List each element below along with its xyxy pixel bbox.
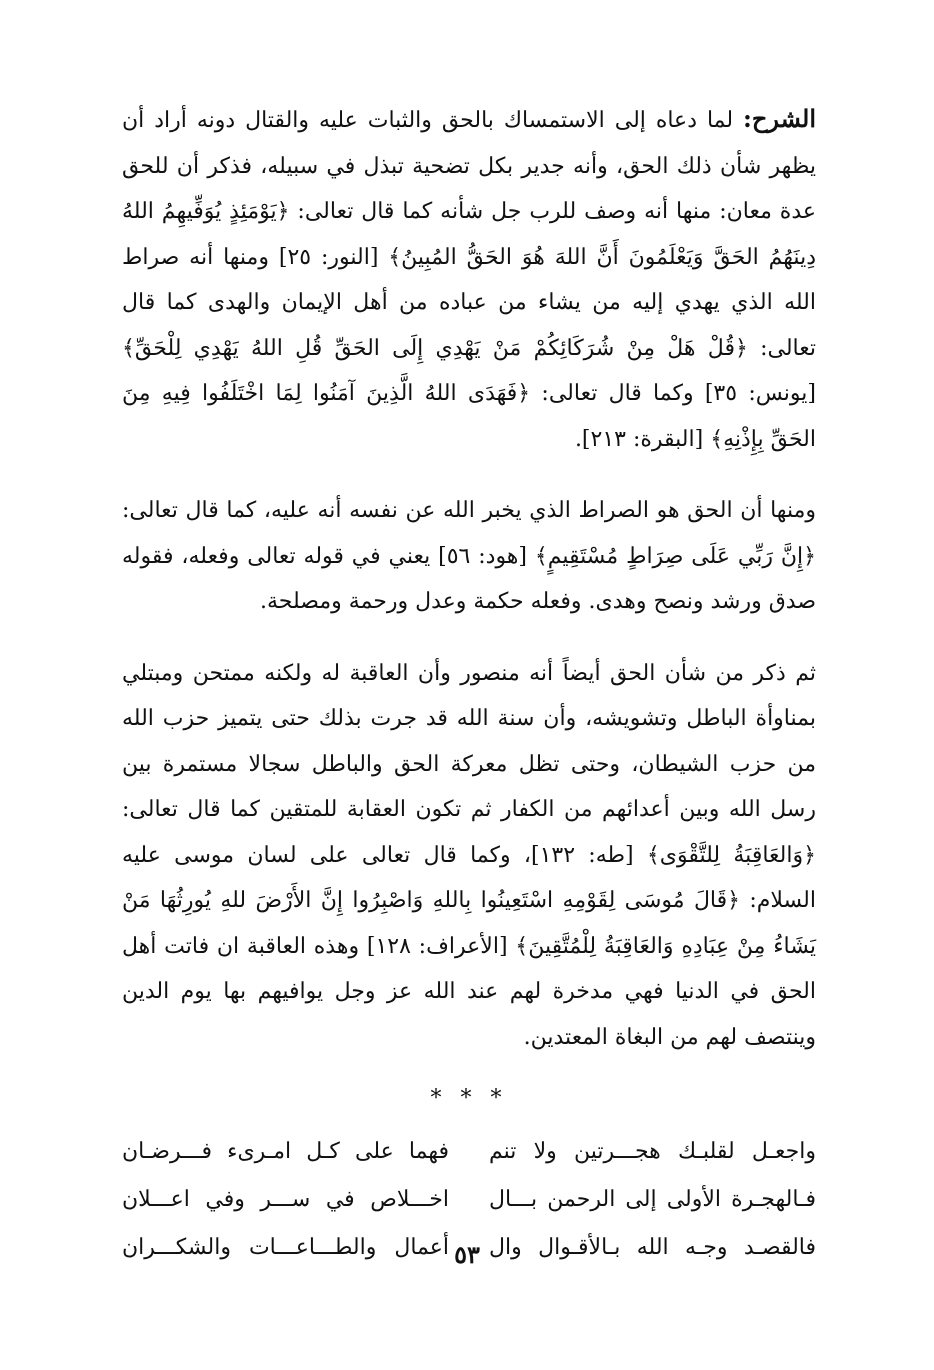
poem-verse-2-second: اخـــلاص في ســـر وفي اعـــلان: [122, 1187, 449, 1212]
poem-verse-3-first: فالقصـد وجـه الله بـالأقـوال وال: [489, 1235, 816, 1260]
commentary-text: لما دعاه إلى الاستمساك بالحق والثبات عليه والقتال دونه أراد أن يظهر شأن ذلك الحق، وأنه جدير بكل تضحية تبذل في سبيله، فذكر أن للحق عدة معان: منها أنه وصف للرب جل شأنه كما قال تعالى: ﴿يَوْمَئِذٍ يُوَفِّيهِمُ اللهُ دِينَهُمُ الحَقَّ وَيَعْلَمُونَ أَنَّ اللهَ هُوَ الحَقُّ المُبِينُ﴾ [النور: ٢٥] ومنها أنه صراط الله الذي يهدي إليه من يشاء من عباده من أهل الإيمان والهدى كما قال تعالى: ﴿قُلْ هَلْ مِنْ شُرَكَائِكُمْ مَنْ يَهْدِي إِلَى الحَقِّ قُلِ اللهُ يَهْدِي لِلْحَقِّ﴾ [يونس: ٣٥] وكما قال تعالى: ﴿فَهَدَى اللهُ الَّذِينَ آمَنُوا لِمَا اخْتَلَفُوا فِيهِ مِنَ الحَقِّ بِإِذْنِهِ﴾ [البقرة: ٢١٣].: [122, 108, 816, 452]
poem-verse-3-second: أعمال والطـــاعـــات والشكـــران: [122, 1235, 449, 1260]
page-number: ٥٣: [454, 1240, 480, 1269]
poem-verse-2-first: فـالهجـرة الأولى إلى الرحمن بـــال: [489, 1187, 816, 1212]
paragraph-truth-victory: ثم ذكر من شأن الحق أيضاً أنه منصور وأن العاقبة له ولكنه ممتحن ومبتلي بمناوأة الباطل وتشويشه، وأن سنة الله قد جرت بذلك حتى يتميز حزب الله من حزب الشيطان، وحتى تظل معركة الحق والباطل سجالا مستمرة بين رسل الله وبين أعدائهم من الكفار ثم تكون العقابة للمتقين كما قال تعالى: ﴿وَالعَاقِبَةُ لِلتَّقْوَى﴾ [طه: ١٣٢]، وكما قال تعالى على لسان موسى عليه السلام: ﴿قَالَ مُوسَى لِقَوْمِهِ اسْتَعِينُوا بِاللهِ وَاصْبِرُوا إِنَّ الأَرْضَ للهِ يُورِثُهَا مَنْ يَشَاءُ مِنْ عِبَادِهِ وَالعَاقِبَةُ لِلْمُتَّقِينَ﴾ [الأعراف: ١٢٨] وهذه العاقبة ان فاتت أهل الحق في الدنيا فهي مدخرة لهم عند الله عز وجل يوافيهم بها يوم الدين وينتصف لهم من البغاة المعتدين.: [122, 660, 816, 1050]
poem-verse-1-second: فهما على كـل امـرىء فـــرضـان: [122, 1139, 449, 1164]
paragraph-straight-path: ومنها أن الحق هو الصراط الذي يخبر الله عن نفسه أنه عليه، كما قال تعالى: ﴿إِنَّ رَبِّي عَلَى صِرَاطٍ مُسْتَقِيمٍ﴾ [هود: ٥٦] يعني في قوله تعالى وفعله، فقوله صدق ورشد ونصح وهدى. وفعله حكمة وعدل ورحمة ومصلحة.: [122, 498, 816, 614]
commentary-heading: الشرح:: [743, 104, 816, 133]
poem-verse-1-first: واجعـل لقلبـك هجـــرتين ولا تنم: [489, 1139, 816, 1164]
commentary-paragraph: [122, 96, 816, 462]
section-separator: * * *: [430, 1086, 508, 1111]
